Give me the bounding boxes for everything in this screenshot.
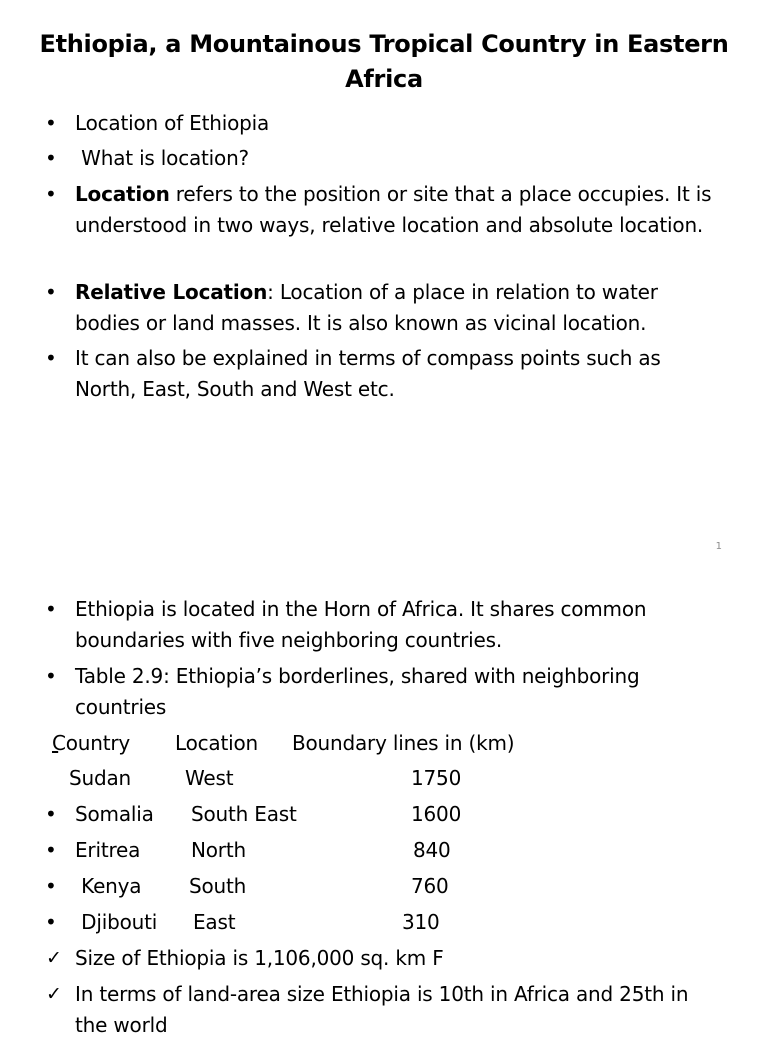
table-cell-location: East [193,910,236,934]
slide-title: Ethiopia, a Mountainous Tropical Country in Eastern Africa [39,30,729,93]
table-cell-location: North [191,838,246,862]
table-cell-km: 1600 [411,802,462,826]
table-cell-country: Somalia [75,802,154,826]
check-text: Size of Ethiopia is 1,106,000 sq. km F [75,946,444,970]
bullet-horn-of-africa [75,594,725,656]
bullet-location-definition [75,179,725,241]
table-cell-km: 1750 [411,766,462,790]
check-item-size [75,943,725,974]
table-header-boundary: Boundary lines in (km) [292,731,515,755]
bullet-location-of-ethiopia [75,108,725,139]
table-cell-location: West [185,766,234,790]
table-cell-km: 310 [402,910,440,934]
bullet-relative-location [75,277,725,339]
bullet-compass-points [75,343,725,405]
table-row-bullet [75,871,141,902]
page-number: 1 [715,541,722,552]
bullet-text: It can also be explained in terms of compass points such as North, East, South and West etc. [75,346,661,401]
bullet-term: Location [75,182,170,206]
table-cell-km: 760 [411,874,449,898]
bullet-term: Relative Location [75,280,268,304]
check-item-rank [75,979,725,1041]
table-cell-country: Djibouti [75,910,158,934]
table-cell-km: 840 [413,838,451,862]
table-cell-country: Kenya [75,874,142,898]
table-row-bullet [75,835,140,866]
slide-2 [0,576,768,1037]
table-cell-country: Sudan [69,766,131,790]
table-cell-location: South East [191,802,297,826]
table-cell-country: Eritrea [75,838,141,862]
table-cell-location: South [189,874,247,898]
bullet-text: Table 2.9: Ethiopia’s borderlines, shared with neighboring countries [75,664,640,719]
bullet-table-caption [75,661,725,723]
table-row-bullet [75,907,157,938]
table-header-country: Country [52,731,131,755]
table-row-bullet [75,799,154,830]
check-text: In terms of land-area size Ethiopia is 10th in Africa and 25th in the world [75,982,689,1037]
bullet-text: Location of Ethiopia [75,111,270,135]
bullet-text: What is location? [75,146,249,170]
bullet-text: : Location of a place in relation to water bodies or land masses. It is also known as vicinal location. [75,280,658,335]
bullet-text: refers to the position or site that a place occupies. It is understood in two ways, relative location and absolute location. [75,182,712,237]
table-header-location: Location [175,731,258,755]
bullet-text: Ethiopia is located in the Horn of Africa. It shares common boundaries with five neighboring countries. [75,597,647,652]
bullet-what-is-location [75,143,725,174]
